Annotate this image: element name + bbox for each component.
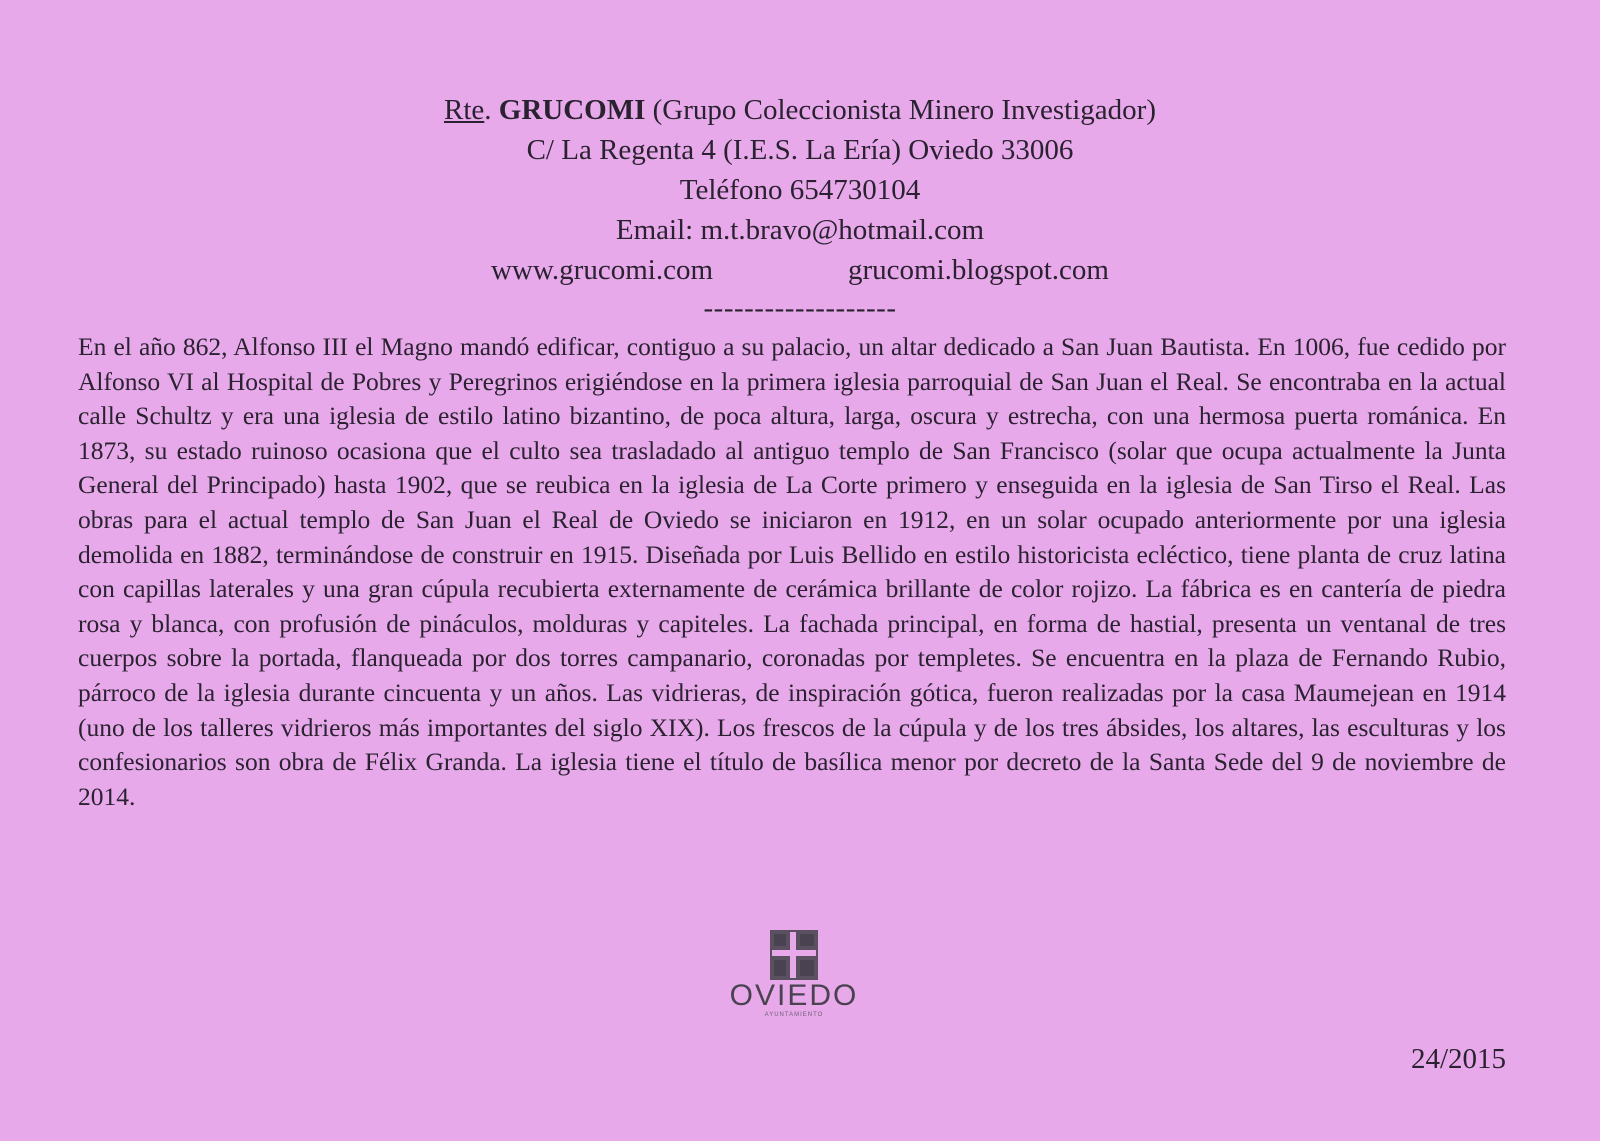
org-full-name: (Grupo Coleccionista Minero Investigador) xyxy=(652,94,1156,126)
oviedo-logo xyxy=(714,930,874,1040)
org-name: GRUCOMI xyxy=(498,94,646,126)
sender-header xyxy=(0,90,1600,326)
blog-link: grucomi.blogspot.com xyxy=(848,254,1109,286)
reference-number: 24/2015 xyxy=(1410,1043,1506,1075)
phone-line: Teléfono 654730104 xyxy=(679,174,921,206)
rte-label: Rte xyxy=(444,94,485,126)
logo-wordmark: OVIEDO xyxy=(729,979,859,1012)
history-paragraph: En el año 862, Alfonso III el Magno mandó edificar, contiguo a su palacio, un altar dedicado a San Juan Bautista. En 1006, fue cedido por Alfonso VI al Hospital de Pobres y Peregrinos erigiéndose en la primera iglesia parroquial de San Juan el Real. Se encontraba en la actual calle Schultz y era una iglesia de estilo latino bizantino, de poca altura, larga, oscura y estrecha, con una hermosa puerta románica. En 1873, su estado ruinoso ocasiona que el culto sea trasladado al antiguo templo de San Francisco (solar que ocupa actualmente la Junta General del Principado) hasta 1902, que se reubica en la iglesia de La Corte primero y enseguida en la iglesia de San Tirso el Real. Las obras para el actual templo de San Juan el Real de Oviedo se iniciaron en 1912, en un solar ocupado anteriormente por una iglesia demolida en 1882, terminándose de construir en 1915. Diseñada por Luis Bellido en estilo historicista ecléctico, tiene planta de cruz latina con capillas laterales y una gran cúpula recubierta externamente de cerámica brillante de color rojizo. La fábrica es en cantería de piedra rosa y blanca, con profusión de pináculos, molduras y capiteles. La fachada principal, en forma de hastial, presenta un ventanal de tres cuerpos sobre la portada, flanqueada por dos torres campanario, coronadas por templetes. Se encuentra en la plaza de Fernando Rubio, párroco de la iglesia durante cincuenta y un años. Las vidrieras, de inspiración gótica, fueron realizadas por la casa Maumejean en 1914 (uno de los talleres vidrieros más importantes del siglo XIX). Los frescos de la cúpula y de los tres ábsides, los altares, las esculturas y los confesionarios son obra de Félix Granda. La iglesia tiene el título de basílica menor por decreto de la Santa Sede del 9 de noviembre de 2014. xyxy=(78,332,1506,811)
logo-subtext: AYUNTAMIENTO xyxy=(764,1012,824,1018)
address-line: C/ La Regenta 4 (I.E.S. La Ería) Oviedo 33006 xyxy=(526,134,1074,166)
sender-line xyxy=(0,90,1600,130)
oviedo-cross-icon xyxy=(770,930,818,980)
separator: ------------------- xyxy=(703,292,897,324)
rte-dot: . xyxy=(484,94,492,126)
web-row xyxy=(0,250,1600,290)
email-line: Email: m.t.bravo@hotmail.com xyxy=(615,214,985,246)
website-link: www.grucomi.com xyxy=(490,254,714,286)
